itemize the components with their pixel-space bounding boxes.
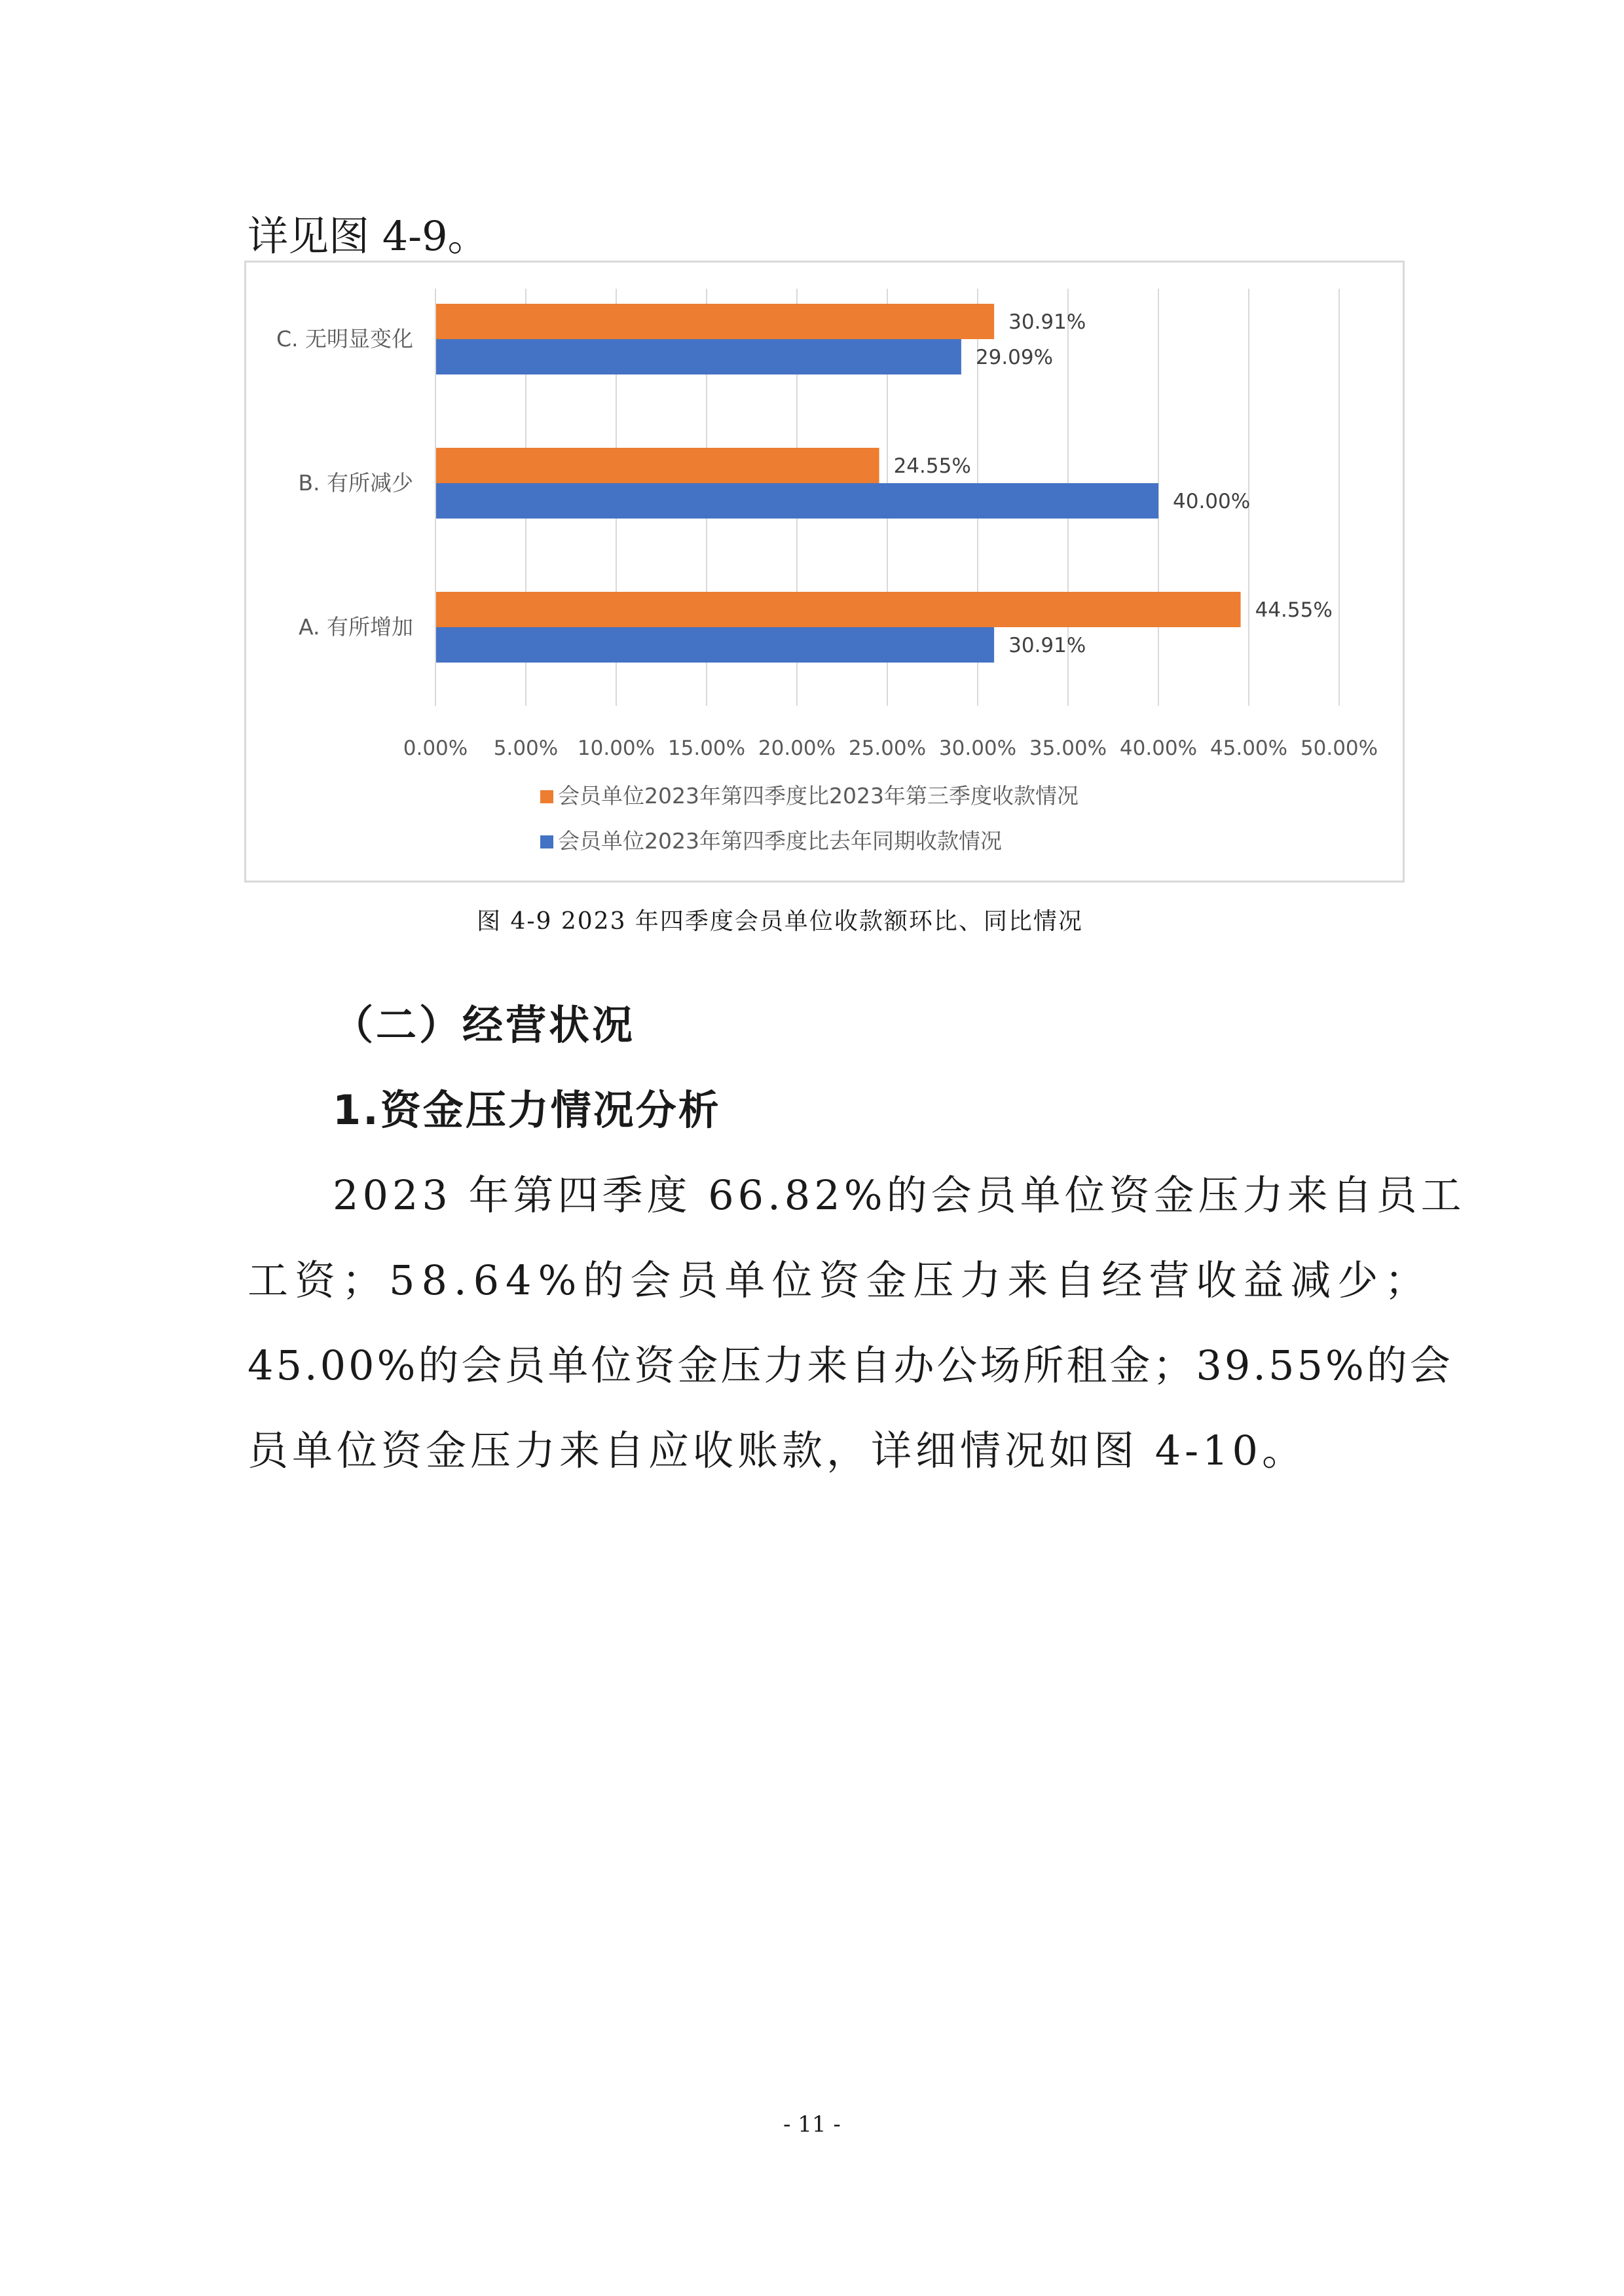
chart-4-9 bbox=[244, 261, 1405, 883]
bar bbox=[435, 304, 994, 339]
intro-line: 详见图 4-9。 bbox=[248, 212, 489, 260]
x-tick-label: 45.00% bbox=[1209, 737, 1288, 760]
data-label: 24.55% bbox=[893, 454, 971, 478]
data-label: 30.91% bbox=[1008, 310, 1086, 334]
sub-heading: 1.资金压力情况分析 bbox=[333, 1086, 721, 1134]
bar bbox=[435, 339, 961, 374]
data-label: 40.00% bbox=[1173, 490, 1251, 513]
category-label: A. 有所增加 bbox=[299, 614, 413, 640]
x-tick-label: 15.00% bbox=[667, 737, 746, 760]
paragraph-line-3: 45.00%的会员单位资金压力来自办公场所租金；39.55%的会 bbox=[248, 1341, 1453, 1389]
x-tick-label: 40.00% bbox=[1119, 737, 1198, 760]
section-heading: （二）经营状况 bbox=[333, 1001, 636, 1049]
x-tick-label: 20.00% bbox=[758, 737, 836, 760]
category-label: B. 有所减少 bbox=[298, 470, 413, 496]
x-tick-label: 10.00% bbox=[577, 737, 655, 760]
paragraph-line-2: 工资；58.64%的会员单位资金压力来自经营收益减少； bbox=[248, 1256, 1432, 1304]
chart-canvas bbox=[246, 263, 1403, 881]
x-tick-label: 50.00% bbox=[1300, 737, 1378, 760]
bar bbox=[435, 483, 1158, 519]
data-label: 29.09% bbox=[975, 346, 1054, 369]
page-number: - 11 - bbox=[783, 2111, 841, 2138]
x-tick-label: 0.00% bbox=[403, 737, 468, 760]
x-tick-label: 35.00% bbox=[1029, 737, 1107, 760]
x-tick-label: 5.00% bbox=[493, 737, 559, 760]
data-label: 44.55% bbox=[1255, 598, 1333, 622]
legend-label: 会员单位2023年第四季度比去年同期收款情况 bbox=[558, 828, 1002, 854]
bar bbox=[435, 627, 994, 663]
figure-caption: 图 4-9 2023 年四季度会员单位收款额环比、同比情况 bbox=[477, 908, 1083, 935]
x-tick-label: 30.00% bbox=[938, 737, 1017, 760]
bar bbox=[435, 592, 1241, 627]
category-label: C. 无明显变化 bbox=[276, 326, 413, 352]
bar bbox=[435, 448, 879, 483]
paragraph-line-4: 员单位资金压力来自应收账款，详细情况如图 4-10。 bbox=[248, 1427, 1306, 1474]
data-label: 30.91% bbox=[1008, 634, 1086, 657]
x-tick-label: 25.00% bbox=[848, 737, 927, 760]
legend-swatch bbox=[540, 835, 553, 848]
legend-label: 会员单位2023年第四季度比2023年第三季度收款情况 bbox=[558, 783, 1079, 809]
legend-swatch bbox=[540, 790, 553, 803]
paragraph-line-1: 2023 年第四季度 66.82%的会员单位资金压力来自员工 bbox=[333, 1171, 1466, 1219]
